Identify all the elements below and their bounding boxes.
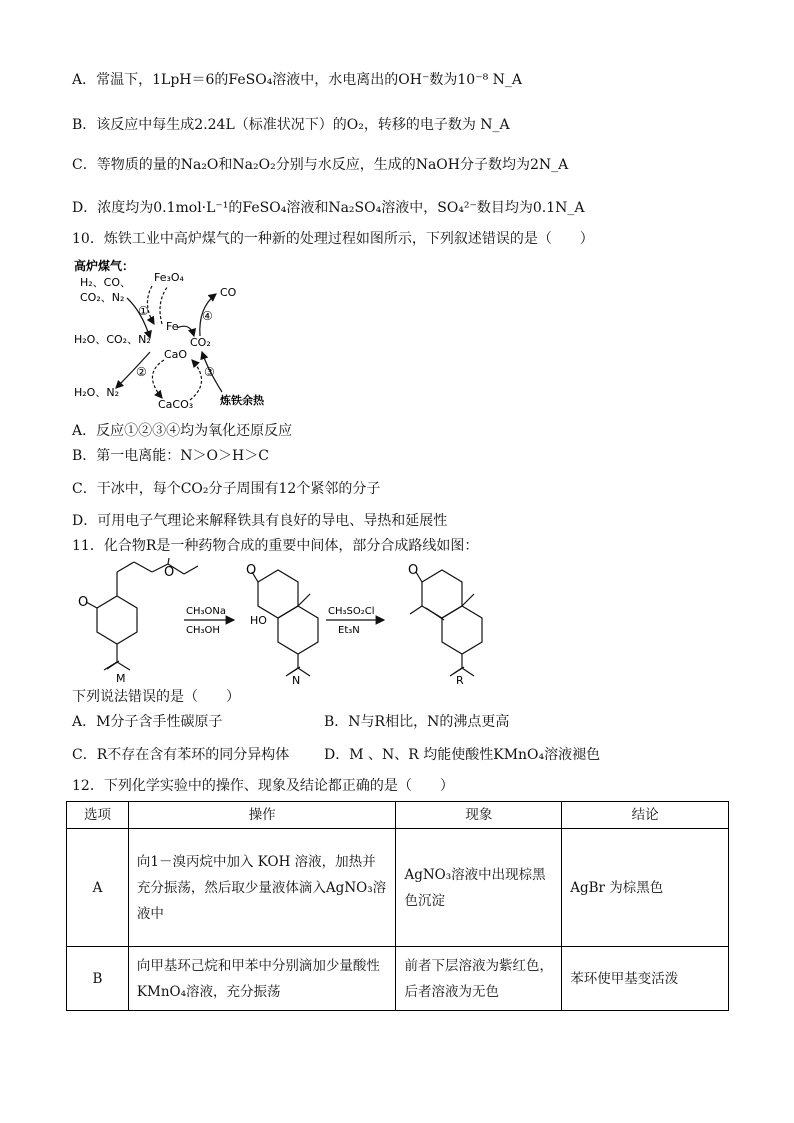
m-oxygen-chain: O: [164, 565, 175, 580]
gas-line1: H₂、CO、: [80, 276, 132, 289]
header-operation: 操作: [128, 802, 396, 829]
step-1-marker: ①: [138, 304, 149, 318]
arrow-caco3-cao: [190, 360, 202, 400]
q12-stem: 12．下列化学实验中的操作、现象及结论都正确的是（ ）: [72, 778, 454, 794]
gas-line2: CO₂、N₂: [80, 291, 125, 304]
q10-stem: 10．炼铁工业中高炉煤气的一种新的处理过程如图所示，下列叙述错误的是（ ）: [72, 231, 594, 247]
co-label: CO: [220, 286, 237, 299]
header-conclusion: 结论: [562, 802, 729, 829]
step-3-marker: ③: [204, 365, 215, 379]
q11-option-a: A．M分子含手性碳原子: [72, 714, 223, 730]
label-n: N: [292, 674, 301, 686]
q11-option-b: B．N与R相比，N的沸点更高: [324, 714, 510, 730]
q10-option-d: D．可用电子气理论来解释铁具有良好的导电、导热和延展性: [72, 513, 448, 529]
step-4-marker: ④: [202, 309, 213, 323]
row-a-phenomenon: AgNO₃溶液中出现棕黑色沉淀: [396, 829, 562, 947]
header-phenomenon: 现象: [396, 802, 562, 829]
q11-sub-stem: 下列说法错误的是（ ）: [72, 689, 240, 705]
step-2-marker: ②: [136, 365, 147, 379]
header-option: 选项: [67, 802, 129, 829]
reagent1-bottom: CH₃OH: [186, 625, 220, 636]
row-a-option: A: [67, 829, 129, 947]
table-header-row: [67, 802, 729, 829]
process-diagram-svg: [72, 252, 282, 412]
table-row: [67, 947, 729, 1011]
q9-option-a: A．常温下，1LpH＝6的FeSO₄溶液中，水电离出的OH⁻数为10⁻⁸ N_A: [72, 72, 523, 88]
row-b-phenomenon: 前者下层溶液为紫红色，后者溶液为无色: [396, 947, 562, 1011]
row-a-conclusion: AgBr 为棕黑色: [562, 829, 729, 947]
q11-option-c: C．R不存在含有苯环的同分异构体: [72, 747, 290, 763]
row-b-option: B: [67, 947, 129, 1011]
q11-synthesis-route: [72, 558, 492, 686]
q10-option-b: B．第一电离能：N＞O＞H＞C: [72, 448, 269, 464]
q10-process-diagram: [72, 252, 282, 412]
caco3-label: CaCO₃: [158, 398, 194, 411]
reagent1-top: CH₃ONa: [186, 606, 226, 617]
molecule-m: [86, 558, 198, 670]
reagent2-bottom: Et₃N: [338, 625, 360, 636]
arrow-cao-caco3: [152, 360, 164, 398]
label-m: M: [116, 672, 126, 685]
q10-option-c: C．干冰中，每个CO₂分子周围有12个紧邻的分子: [72, 481, 381, 497]
m-oxygen-ring: O: [78, 595, 89, 610]
fe3o4-label: Fe₃O₄: [154, 271, 184, 284]
heat-label: 炼铁余热: [220, 394, 264, 407]
q9-option-c: C．等物质的量的Na₂O和Na₂O₂分别与水反应，生成的NaOH分子数均为2N_A: [72, 157, 569, 173]
row-b-operation: 向甲基环己烷和甲苯中分别滴加少量酸性KMnO₄溶液，充分振荡: [128, 947, 396, 1011]
molecule-r: [410, 570, 482, 676]
arrow-fe-back: [160, 286, 168, 324]
q12-table: [66, 801, 729, 1011]
q10-option-a: A．反应①②③④均为氧化还原反应: [72, 423, 293, 439]
r-oxygen: O: [408, 563, 419, 578]
synthesis-route-svg: [72, 558, 492, 686]
label-r: R: [456, 674, 464, 686]
cao-label: CaO: [164, 348, 188, 361]
out-left-label: H₂O、N₂: [74, 386, 119, 399]
n-hydroxyl: HO: [250, 614, 267, 627]
q9-option-b: B．该反应中每生成2.24L（标准状况下）的O₂，转移的电子数为 N_A: [72, 117, 510, 133]
gas-title: 高炉煤气：: [74, 259, 135, 273]
n-oxygen: O: [246, 563, 257, 578]
q9-option-d: D．浓度均为0.1mol·L⁻¹的FeSO₄溶液和Na₂SO₄溶液中，SO₄²⁻数目均为0.1N_A: [72, 200, 585, 216]
co2-label: CO₂: [190, 336, 211, 349]
table-row: [67, 829, 729, 947]
fe-label: Fe: [166, 320, 179, 333]
arrow-fe-co2: [177, 326, 194, 336]
reagent2-top: CH₃SO₂Cl: [328, 606, 375, 617]
mid-left-label: H₂O、CO₂、N₂: [74, 333, 151, 346]
row-a-operation: 向1－溴丙烷中加入 KOH 溶液，加热并充分振荡，然后取少量液体滴入AgNO₃溶液中: [128, 829, 396, 947]
row-b-conclusion: 苯环使甲基变活泼: [562, 947, 729, 1011]
q11-option-d: D．M 、N、R 均能使酸性KMnO₄溶液褪色: [324, 747, 601, 763]
q11-stem: 11．化合物R是一种药物合成的重要中间体，部分合成路线如图：: [72, 538, 479, 554]
